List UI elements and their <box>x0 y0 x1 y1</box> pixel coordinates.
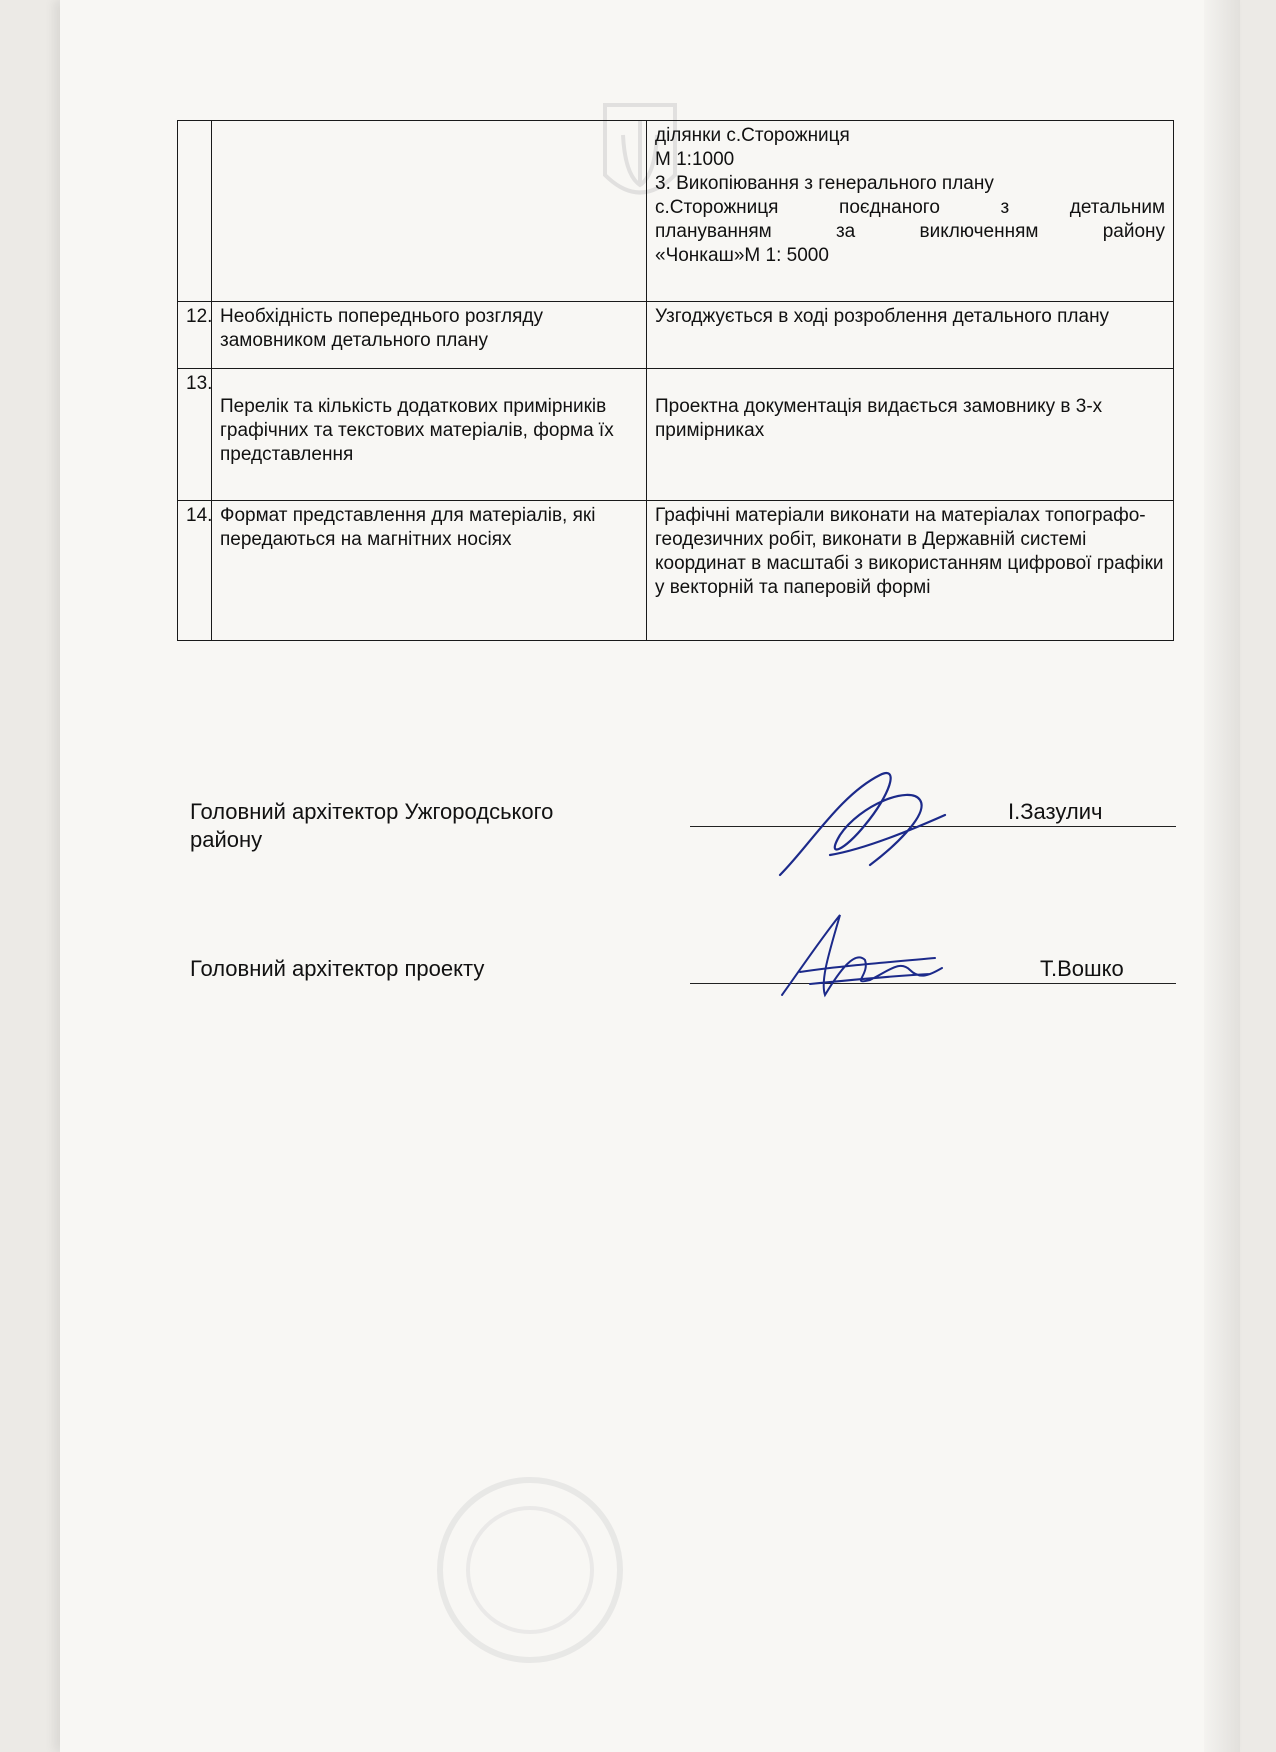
paper-edge <box>1204 0 1240 1752</box>
table-row <box>178 501 1174 641</box>
signatory-name: Т.Вошко <box>1040 956 1124 981</box>
row-value-cell: Узгоджується в ході розроблення детального плану <box>647 302 1174 369</box>
continuation-line: «Чонкаш»М 1: 5000 <box>655 245 829 266</box>
signatory-name: І.Зазулич <box>1008 799 1103 824</box>
row-item-cell: Необхідність попереднього розгляду замовником детального плану <box>212 302 647 369</box>
table-row <box>178 369 1174 501</box>
row-number-cell: 13. <box>178 369 212 501</box>
row-item-cell <box>212 121 647 302</box>
row-number-cell <box>178 121 212 302</box>
row-item-cell: Формат представлення для матеріалів, які передаються на магнітних носіях <box>212 501 647 641</box>
handwritten-signature <box>770 900 950 1010</box>
row-number-cell: 14. <box>178 501 212 641</box>
table-row <box>178 302 1174 369</box>
continuation-line: ділянки с.Сторожниця <box>655 125 850 146</box>
table-row <box>178 121 1174 302</box>
signatory-title: Головний архітектор Ужгородського району <box>190 799 554 852</box>
row-value-cell: Графічні матеріали виконати на матеріалах топографо-геодезичних робіт, виконати в Державній системі координат в масштабі з використанням цифрової графіки у векторній та паперовій формі <box>647 501 1174 641</box>
continuation-line: М 1:1000 <box>655 149 735 170</box>
seal-watermark <box>410 1470 650 1670</box>
row-number-cell: 12. <box>178 302 212 369</box>
signatory-title: Головний архітектор проекту <box>190 956 485 981</box>
continuation-line: 3. Викопіювання з генерального плану <box>655 173 994 194</box>
row-value-cell <box>647 121 1174 302</box>
requirements-table <box>177 120 1174 641</box>
row-item-cell: Перелік та кількість додаткових примірників графічних та текстових матеріалів, форма їх представлення <box>212 369 647 501</box>
row-value-cell: Проектна документація видається замовнику в 3-х примірниках <box>647 369 1174 501</box>
continuation-line: с.Сторожниця поєднаного з детальним <box>655 197 1165 218</box>
continuation-line: плануванням за виключенням району <box>655 221 1165 242</box>
handwritten-signature <box>770 755 960 905</box>
